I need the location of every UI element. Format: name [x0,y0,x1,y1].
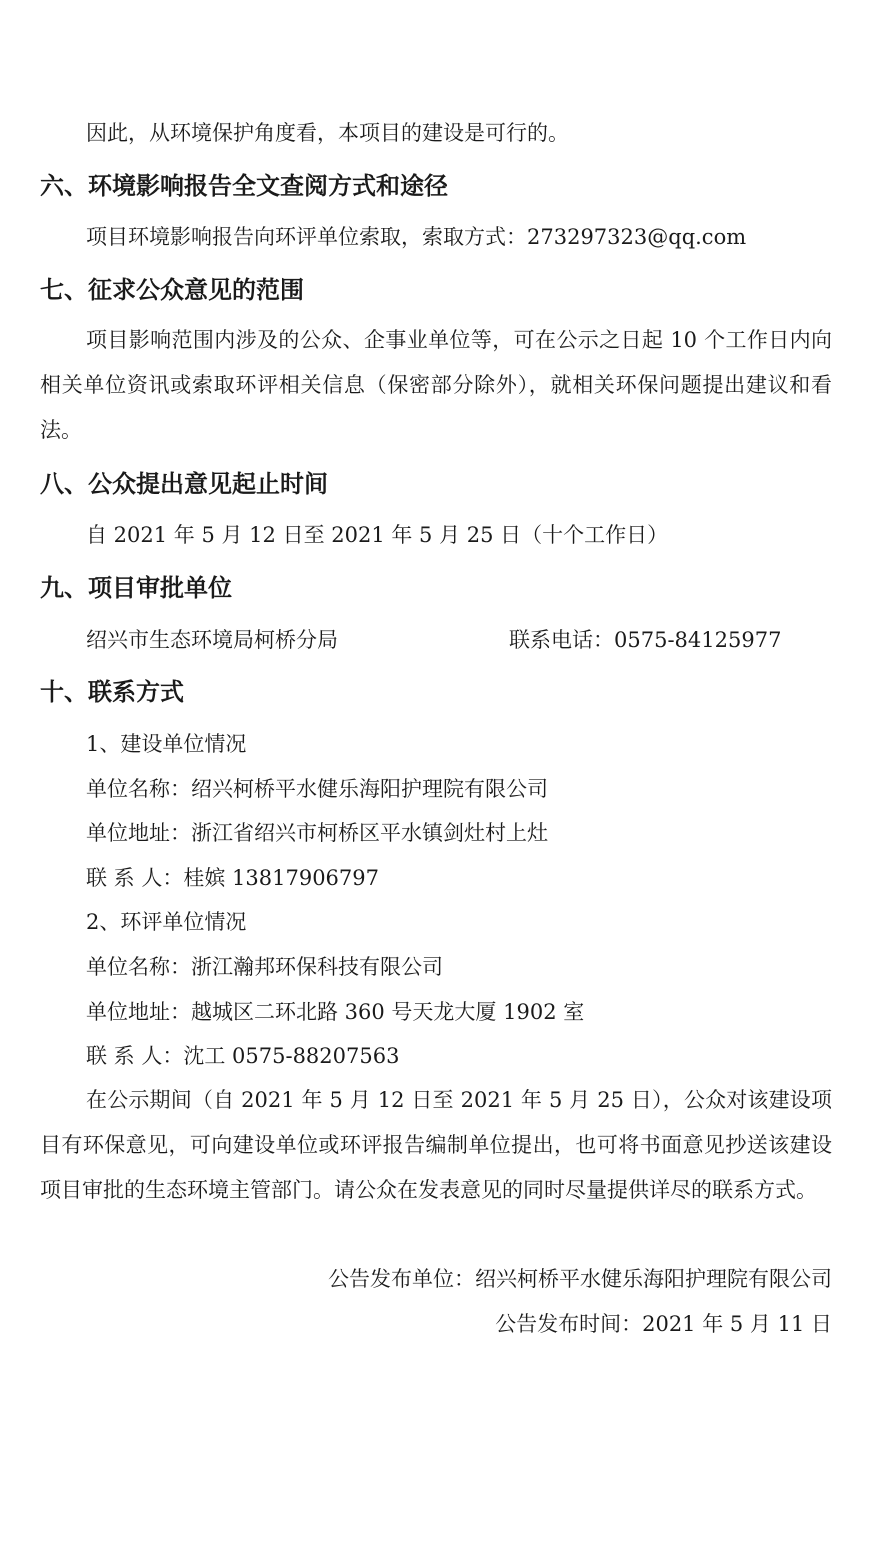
section-9-heading: 九、项目审批单位 [40,574,232,602]
section-6-heading: 六、环境影响报告全文查阅方式和途径 [40,172,448,200]
section-7-paragraph: 项目影响范围内涉及的公众、企事业单位等，可在公示之日起 10 个工作日内向相关单位资讯或索取环评相关信息（保密部分除外），就相关环保问题提出建议和看法。 [40,328,832,442]
eia-address: 单位地址：越城区二环北路 360 号天龙大厦 1902 室 [86,1000,585,1024]
notice-issuer: 公告发布单位：绍兴柯桥平水健乐海阳护理院有限公司 [328,1267,832,1291]
conclusion-text: 因此，从环境保护角度看，本项目的建设是可行的。 [86,121,569,145]
section-8-heading: 八、公众提出意见起止时间 [40,470,328,498]
section-7-heading: 七、征求公众意见的范围 [40,276,304,304]
builder-name: 单位名称：绍兴柯桥平水健乐海阳护理院有限公司 [86,777,548,801]
eia-section-title: 2、环评单位情况 [86,910,247,934]
eia-name: 单位名称：浙江瀚邦环保科技有限公司 [86,955,443,979]
eia-contact: 联 系 人：沈工 0575-88207563 [86,1044,400,1068]
section-6-text: 项目环境影响报告向环评单位索取，索取方式：273297323@qq.com [86,225,747,249]
section-8-text: 自 2021 年 5 月 12 日至 2021 年 5 月 25 日（十个工作日） [86,523,669,547]
public-notice-paragraph: 在公示期间（自 2021 年 5 月 12 日至 2021 年 5 月 25 日），公众对该建设项目有环保意见，可向建设单位或环评报告编制单位提出，也可将书面意见抄送该建设项目审批的生态环境主管部门。请公众在发表意见的同时尽量提供详尽的联系方式。 [40,1088,832,1202]
notice-date: 公告发布时间：2021 年 5 月 11 日 [495,1312,832,1336]
builder-section-title: 1、建设单位情况 [86,732,247,756]
builder-address: 单位地址：浙江省绍兴市柯桥区平水镇剑灶村上灶 [86,821,548,845]
section-10-heading: 十、联系方式 [40,678,184,706]
approval-unit-name: 绍兴市生态环境局柯桥分局 [86,628,338,652]
builder-contact: 联 系 人：桂嫔 13817906797 [86,866,379,890]
approval-unit-phone: 联系电话：0575-84125977 [509,628,782,652]
